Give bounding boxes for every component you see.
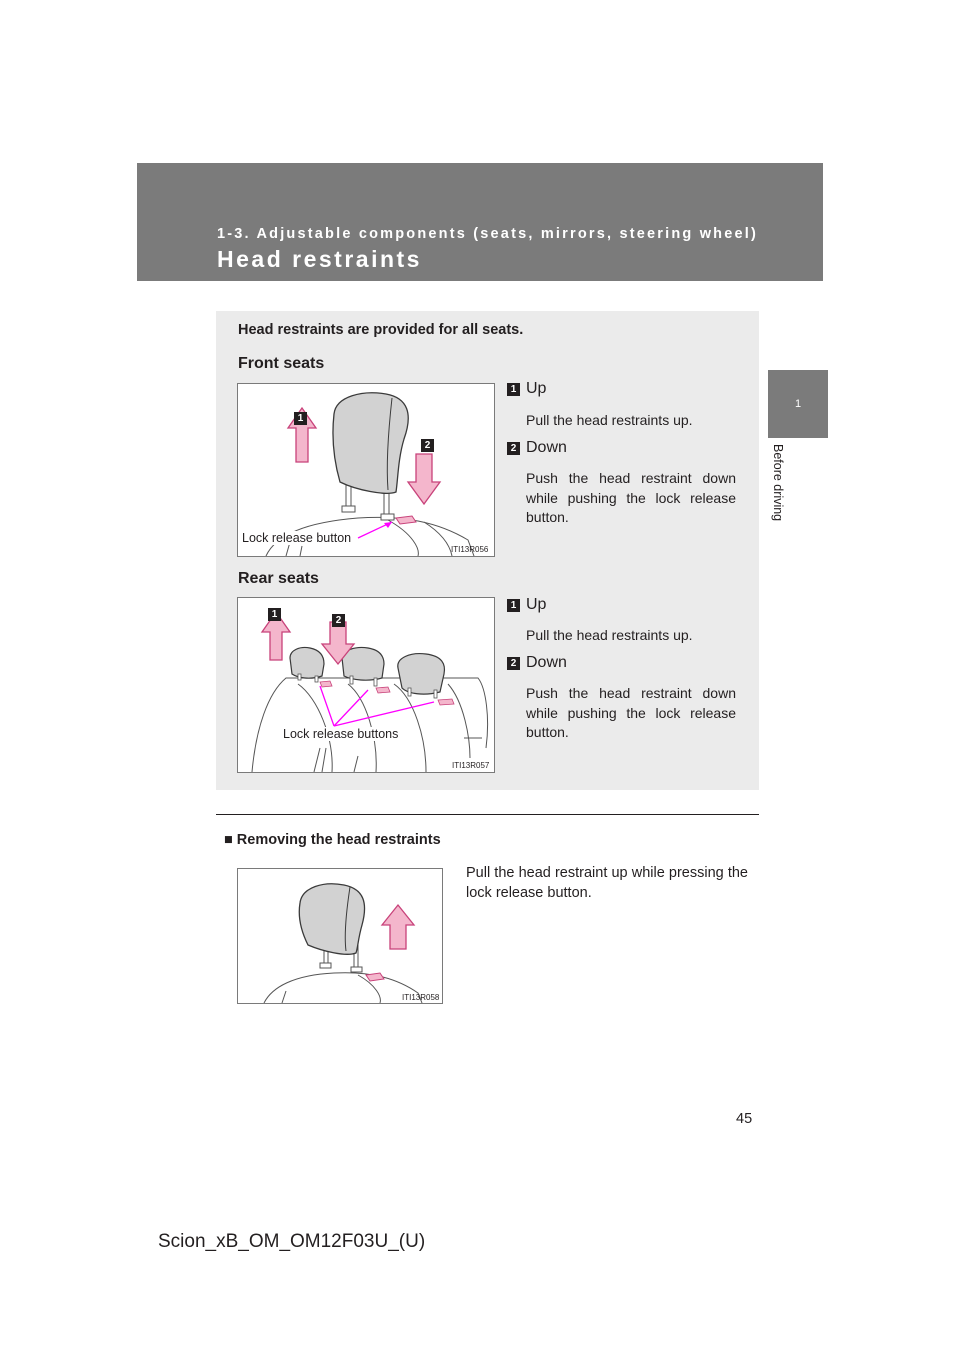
removal-heading-text: Removing the head restraints (236, 832, 441, 848)
chapter-tab[interactable] (768, 370, 828, 438)
lock-release-button-callout: Lock release button (242, 531, 352, 545)
figure-code: ITI13R057 (452, 761, 490, 770)
rear-seat-drawing (238, 598, 494, 772)
rear-seat-illustration (237, 597, 495, 773)
figure-marker-1: 1 (294, 412, 307, 425)
figure-marker-1: 1 (268, 608, 281, 621)
section-divider (216, 814, 759, 815)
intro-text: Head restraints are provided for all seats. (238, 322, 524, 338)
step-description: Pull the head restraints up. (526, 627, 693, 643)
chapter-label (771, 444, 790, 544)
page-number: 45 (736, 1111, 753, 1127)
step-title-down: Down (526, 439, 567, 456)
step-title-down: Down (526, 654, 567, 671)
front-seat-illustration (237, 383, 495, 557)
removal-illustration (237, 868, 443, 1004)
figure-marker-2: 2 (421, 439, 434, 452)
step-description: Pull the head restraints up. (526, 412, 693, 428)
chapter-number: 1 (794, 398, 802, 410)
lock-release-buttons-callout: Lock release buttons (283, 727, 399, 741)
step-description: Push the head restraint down while pushing the lock release button. (526, 685, 736, 740)
step-number-2: 2 (507, 442, 520, 455)
removal-heading (224, 832, 441, 848)
step-number-2: 2 (507, 657, 520, 670)
figure-code: ITI13R058 (402, 993, 440, 1002)
chapter-label-text: Before driving (771, 444, 785, 522)
front-seats-heading: Front seats (238, 355, 325, 372)
step-number-1: 1 (507, 599, 520, 612)
breadcrumb: 1-3. Adjustable components (seats, mirrors, steering wheel) (217, 226, 759, 242)
step-title-up: Up (526, 596, 547, 613)
figure-marker-2: 2 (332, 614, 345, 627)
document-code: Scion_xB_OM_OM12F03U_(U) (158, 1231, 426, 1252)
step-description: Push the head restraint down while pushing the lock release button. (526, 470, 736, 525)
page-title: Head restraints (217, 246, 422, 272)
figure-code: ITI13R056 (451, 545, 489, 554)
step-number-1: 1 (507, 383, 520, 396)
removal-drawing (238, 869, 442, 1003)
bullet-icon: ■ (224, 832, 233, 848)
rear-seats-heading: Rear seats (238, 570, 319, 587)
step-title-up: Up (526, 380, 547, 397)
removal-instructions: Pull the head restraint up while pressing the lock release button. (466, 865, 748, 901)
